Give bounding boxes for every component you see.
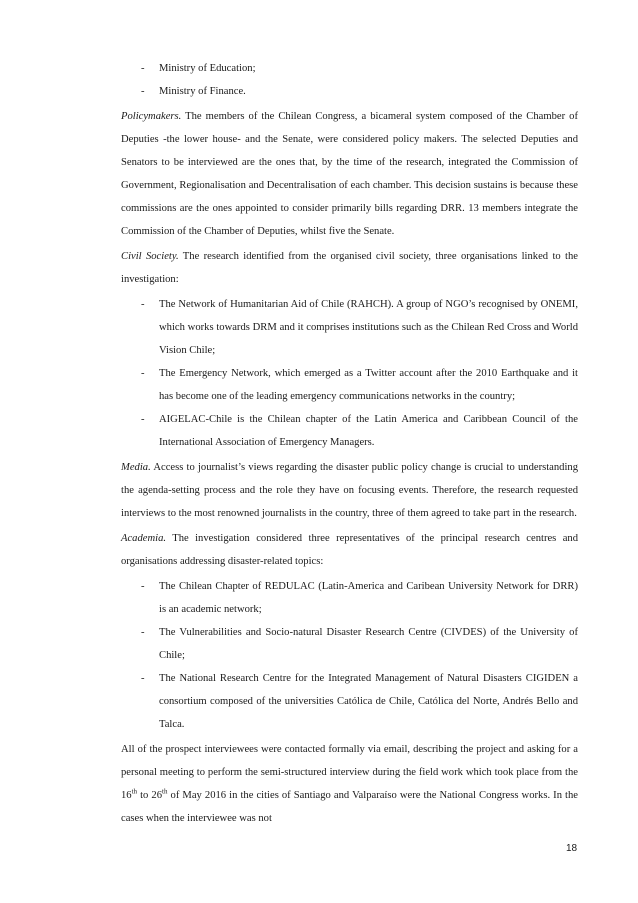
closing-paragraph: All of the prospect interviewees were contacted formally via email, describing the project and asking for a personal meeting to perform the semi-structured interview during the field work which took place from the 16th to 26th of May 2016 in the cities of Santiago and Valparaíso were the National Congress works. In the cases when the interviewee was not [121,744,578,824]
document-body [121,57,578,832]
policymakers-paragraph [121,105,578,243]
civil-society-paragraph [121,245,578,291]
policymakers-heading: Policymakers. [121,111,182,122]
academia-paragraph [121,527,578,573]
list-item: - Ministry of Finance. [121,80,578,103]
academia-heading: Academia. [121,533,167,544]
academia-text: The investigation considered three representatives of the principal research centres and organisations addressing disaster-related topics: [121,533,578,567]
list-item: - AIGELAC-Chile is the Chilean chapter of the Latin America and Caribbean Council of the International Association of Emergency Managers. [121,408,578,454]
academia-list [121,575,578,736]
civil-society-heading: Civil Society. [121,251,179,262]
list-item: - The Network of Humanitarian Aid of Chile (RAHCH). A group of NGO’s recognised by ONEMI, which works towards DRM and it comprises institutions such as the Chilean Red Cross and World Vision Chile; [121,293,578,362]
media-paragraph [121,456,578,525]
list-item: - The Chilean Chapter of REDULAC (Latin-America and Caribean University Network for DRR) is an academic network; [121,575,578,621]
civil-society-list [121,293,578,454]
list-item: - The Vulnerabilities and Socio-natural Disaster Research Centre (CIVDES) of the University of Chile; [121,621,578,667]
list-item: - Ministry of Education; [121,57,578,80]
civil-society-text: The research identified from the organised civil society, three organisations linked to the investigation: [121,251,578,285]
list-item: - The National Research Centre for the Integrated Management of Natural Disasters CIGIDEN a consortium composed of the universities Católica de Chile, Católica del Norte, Andrés Bello and Talca. [121,667,578,736]
ministry-list [121,57,578,103]
page-number: 18 [566,843,578,854]
list-item: - The Emergency Network, which emerged as a Twitter account after the 2010 Earthquake and it has become one of the leading emergency communications networks in the country; [121,362,578,408]
media-heading: Media. [121,462,151,473]
media-text: Access to journalist’s views regarding the disaster public policy change is crucial to understanding the agenda-setting process and the role they have on focusing events. Therefore, the research requested interviews to the most renowned journalists in the country, three of them agreed to take part in the research. [121,462,578,519]
policymakers-text: The members of the Chilean Congress, a bicameral system composed of the Chamber of Deputies -the lower house- and the Senate, were considered policy makers. The selected Deputies and Senators to be interviewed are the ones that, by the time of the research, integrated the Commission of Government, Regionalisation and Decentralisation of each chamber. This decision sustains is because these commissions are the ones appointed to consider primarily bills regarding DRR. 13 members integrate the Commission of the Chamber of Deputies, whilst five the Senate. [121,111,578,237]
